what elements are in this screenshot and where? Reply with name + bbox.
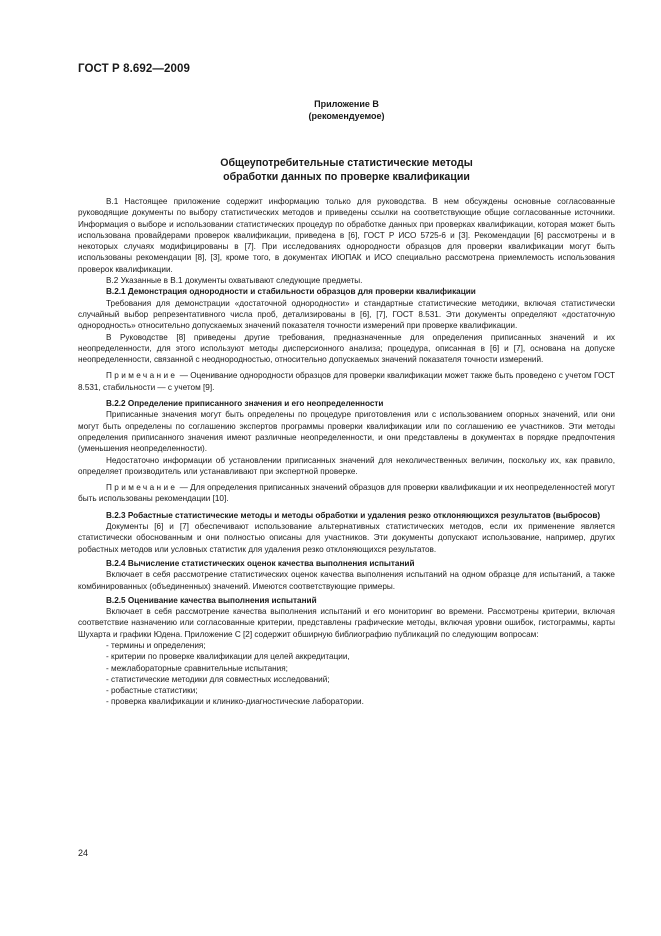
- section-heading-b23: В.2.3 Робастные статистические методы и методы обработки и удаления резко отклоняющихся результатов (выбросов): [106, 510, 601, 520]
- list-item: - проверка квалификации и клинико-диагностические лаборатории.: [106, 697, 364, 707]
- document-body: [78, 196, 615, 708]
- appendix-status: (рекомендуемое): [308, 111, 385, 121]
- document-header: ГОСТ Р 8.692—2009: [78, 63, 190, 75]
- page-number: 24: [78, 848, 89, 858]
- list-item: - термины и определения;: [106, 640, 206, 650]
- section-heading-b21: В.2.1 Демонстрация однородности и стабильности образцов для проверки квалификации: [106, 287, 476, 297]
- paragraph-insufficient-info: Недостаточно информации об установлении приписанных значений для неколичественных величин, поскольку их, как правило, определяет производитель или устанавливают при экспертной проверке.: [78, 455, 615, 476]
- note-1: [78, 370, 615, 393]
- paragraph-assigned-values: Приписанные значения могут быть определены по процедуре приготовления или с использованием опорных значений, или они могут быть определены по соглашению экспертов программы проверки квалификации или по соглашению ее участников. Эти методы определения приписанного значения имеют различные неопределенности, и они представлены в документах в порядке предпочтения (уменьшения неопределенности).: [78, 410, 615, 454]
- paragraph-b2: В.2 Указанные в В.1 документы охватывают следующие предметы.: [106, 276, 363, 286]
- title-line-2: обработки данных по проверке квалификации: [223, 171, 470, 183]
- section-heading-b24: В.2.4 Вычисление статистических оценок качества выполнения испытаний: [106, 558, 415, 568]
- appendix-title: [78, 156, 615, 184]
- note-2-text: — Для определения приписанных значений образцов для проверки квалификации и их неопределенностей могут быть использованы рекомендации [10].: [78, 483, 615, 504]
- list-item: - межлабораторные сравнительные испытания;: [106, 663, 288, 673]
- list-item: - статистические методики для совместных исследований;: [106, 674, 330, 684]
- paragraph-homogeneity-requirements: Требования для демонстрации «достаточной однородности» и стандартные статистические методики, включая статистически случайный выбор репрезентативного числа проб, детализированы в [6], [7], ГОСТ 8.531. Эти документы определяют «достаточную однородность» относительно допускаемых значений показателя точности измерений при проверке квалификации.: [78, 298, 615, 331]
- note-1-text: — Оценивание однородности образцов для проверки квалификации может также быть проведено с учетом ГОСТ 8.531, стабильности — с учетом [9].: [78, 371, 615, 392]
- appendix-label: Приложение В: [314, 99, 379, 109]
- paragraph-b1: В.1 Настоящее приложение содержит информацию только для руководства. В нем обсуждены основные согласованные руководящие документы по выбору статистических методов и приведены ссылки на соответствующие общие согласованные источники. Информация о выборе и использовании статистических процедур по обработке данных при проверках квалификации, которая может быть использована провайдерами проверок квалификации, приведена в [6], ГОСТ Р ИСО 5725-6 и [3]. Рекомендации [6] рассмотрены и в некоторых случаях модифицированы в [7]. При исследованиях однородности образцов для проверки квалификации могут быть использованы рекомендации [8], [3], кроме того, в документах ИЮПАК и ИСО специально рассмотрена приемлемость использования проверок квалификации.: [78, 197, 615, 274]
- note-2: [78, 482, 615, 505]
- paragraph-guide-8: В Руководстве [8] приведены другие требования, предназначенные для определения приписанных значений и их неопределенности, для этого используют методы дисперсионного анализа; процедура, описанная в [6] и [7], основана на допуске неопределенности, связанной с неоднородностью, относительно допускаемых значений показателя точности измерений.: [78, 332, 615, 365]
- title-line-1: Общеупотребительные статистические методы: [220, 157, 473, 169]
- section-heading-b25: В.2.5 Оценивание качества выполнения испытаний: [106, 595, 317, 605]
- bibliography-topics-list: [78, 640, 615, 708]
- note-1-label: Примечание: [106, 371, 178, 381]
- section-heading-b22: В.2.2 Определение приписанного значения и его неопределенности: [106, 399, 384, 409]
- appendix-heading: [78, 98, 615, 122]
- paragraph-performance-estimates: Включает в себя рассмотрение статистических оценок качества выполнения испытаний на одном образце для испытаний, а также комбинированных (объединенных) значений. Имеются соответствующие примеры.: [78, 570, 615, 591]
- list-item: - робастные статистики;: [106, 686, 198, 696]
- list-item: - критерии по проверке квалификации для целей аккредитации,: [106, 652, 350, 662]
- paragraph-performance-evaluation: Включает в себя рассмотрение качества выполнения испытаний и его мониторинг во времени. Рассмотрены критерии, включая соответствие назначению или согласованные критерии, представлены графические методы, включая уровни ошибок, гистограммы, карты Шухарта и графики Юдена. Приложение С [2] содержит обширную библиографию публикаций по следующим вопросам:: [78, 607, 615, 639]
- paragraph-robust-methods: Документы [6] и [7] обеспечивают использование альтернативных статистических методов, если их применение является статистически обоснованным и они полностью описаны для участников. Эти документы допускают использование, например, других робастных методов или условных статистик для удаления резко отклоняющихся результатов.: [78, 522, 615, 554]
- note-2-label: Примечание: [106, 483, 178, 493]
